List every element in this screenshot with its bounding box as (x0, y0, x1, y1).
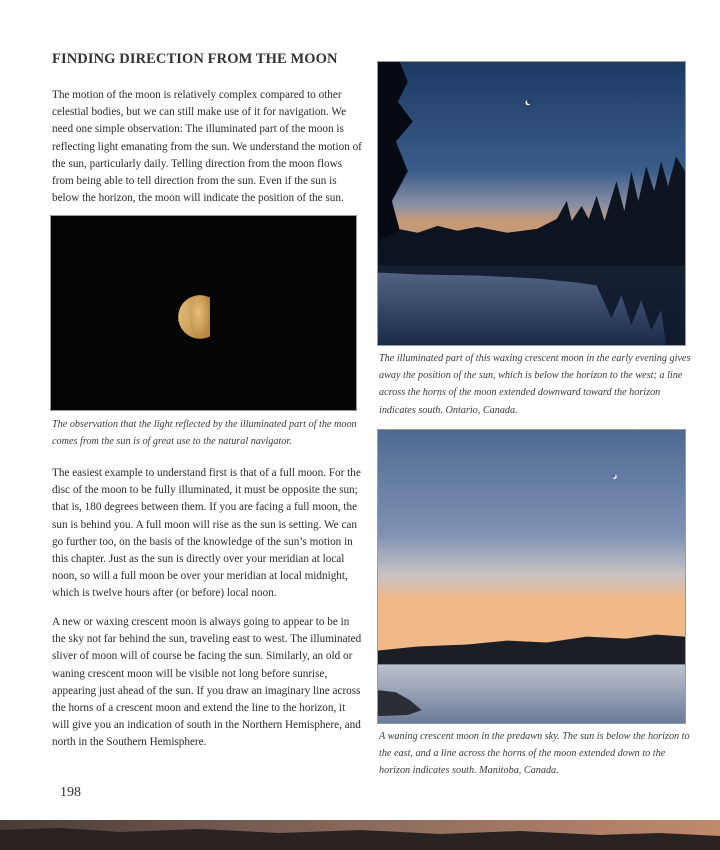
waxing-crescent-caption: The illuminated part of this waxing crescent moon in the early evening gives away the position of the sun, which is below the horizon to the west; a line across the horns of the moon extended downward toward the horizon indicates south. Ontario, Canada. (379, 353, 691, 416)
page-number: 198 (60, 785, 81, 800)
intro-paragraph: The motion of the moon is relatively complex compared to other celestial bodies, but we can still make use of it for navigation. We need one simple observation: The illuminated part of the moon is reflecting light emanating from the sun. We understand the motion of the sun, particularly daily. Telling direction from the moon flows from being able to tell direction from the sun. Even if the sun is below the horizon, the moon will indicate the position of the sun. (52, 89, 362, 205)
half-moon-caption: The observation that the light reflected by the illuminated part of the moon comes from the sun is of great use to the natural navigator. (52, 419, 357, 448)
waning-crescent-caption: A waning crescent moon in the predawn sky. The sun is below the horizon to the east, and a line across the horns of the moon extended down to the horizon indicates south. Manitoba, Canada. (379, 731, 690, 777)
section-heading: FINDING DIRECTION FROM THE MOON (52, 51, 338, 67)
full-moon-paragraph: The easiest example to understand first is that of a full moon. For the disc of the moon to be fully illuminated, it must be opposite the sun; that is, 180 degrees between them. If you are facing a full moon, the sun is behind you. A full moon will rise as the sun is setting. We can go further too, on the basis of the knowledge of the sun’s motion in this chapter. Just as the sun is directly over your meridian at local noon, so will a full moon be over your meridian at local midnight, which is twelve hours after (or before) local noon. (52, 467, 361, 600)
waning-crescent-lake-photo (377, 429, 686, 724)
crescent-moon-paragraph: A new or waxing crescent moon is always going to appear to be in the sky not far behind the sun, traveling east to west. The illuminated sliver of moon will of course be facing the sun. Similarly, an old or waning crescent moon will be visible not long before sunrise, appearing just ahead of the sun. If you draw an imaginary line across the horns of a crescent moon and extend the line to the horizon, it will give you an indication of south in the Northern Hemisphere, and north in the Southern Hemisphere. (52, 616, 362, 749)
footer-landscape-band (0, 820, 720, 850)
half-moon-photo (50, 215, 357, 411)
waxing-crescent-lake-photo (377, 61, 686, 346)
